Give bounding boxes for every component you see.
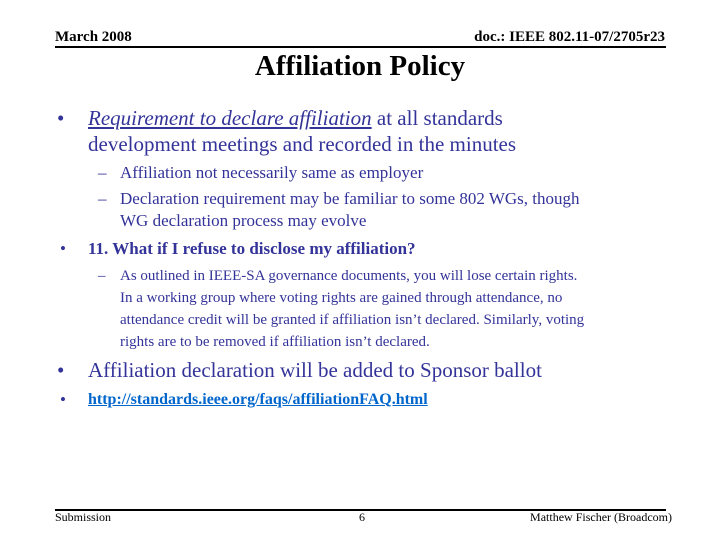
header-rule	[55, 46, 666, 48]
sub-bullet-3-line1: As outlined in IEEE-SA governance documents, you will lose certain rights.	[120, 268, 578, 284]
bullet-icon: •	[60, 390, 66, 409]
bullet-1	[88, 105, 516, 157]
sub-bullet-3-line4: rights are to be removed if affiliation isn’t declared.	[120, 334, 430, 350]
page-number: 6	[359, 510, 365, 524]
sub-bullet-3-line3: attendance credit will be granted if affiliation isn’t declared. Similarly, voting	[120, 312, 585, 328]
header-date: March 2008	[55, 29, 132, 45]
bullet-1-line2: development meetings and recorded in the minutes	[88, 132, 517, 156]
sub-bullet-1: Affiliation not necessarily same as employer	[120, 163, 424, 182]
footer-submission: Submission	[55, 510, 112, 524]
sub-bullet-3-line2: In a working group where voting rights are gained through attendance, no	[120, 290, 563, 306]
dash-icon: –	[98, 163, 107, 182]
bullet-2: 11. What if I refuse to disclose my affiliation?	[88, 239, 416, 258]
bullet-1-text: at all standards	[371, 106, 503, 130]
bullet-icon: •	[60, 239, 66, 258]
bullet-3: Affiliation declaration will be added to Sponsor ballot	[88, 358, 542, 382]
requirement-link[interactable]: Requirement to declare affiliation	[88, 106, 372, 130]
sub-bullet-2-line2: WG declaration process may evolve	[120, 211, 367, 230]
bullet-icon: •	[57, 358, 65, 382]
bullet-icon: •	[57, 106, 65, 130]
dash-icon: –	[98, 268, 106, 284]
header-doc-id: doc.: IEEE 802.11-07/2705r23	[474, 29, 665, 45]
slide-title: Affiliation Policy	[254, 50, 466, 82]
footer-author: Matthew Fischer (Broadcom)	[530, 510, 672, 524]
dash-icon: –	[98, 189, 107, 208]
sub-bullet-2: Declaration requirement may be familiar to some 802 WGs, though	[120, 189, 580, 208]
affiliation-faq-link[interactable]: http://standards.ieee.org/faqs/affiliationFAQ.html	[88, 391, 428, 408]
